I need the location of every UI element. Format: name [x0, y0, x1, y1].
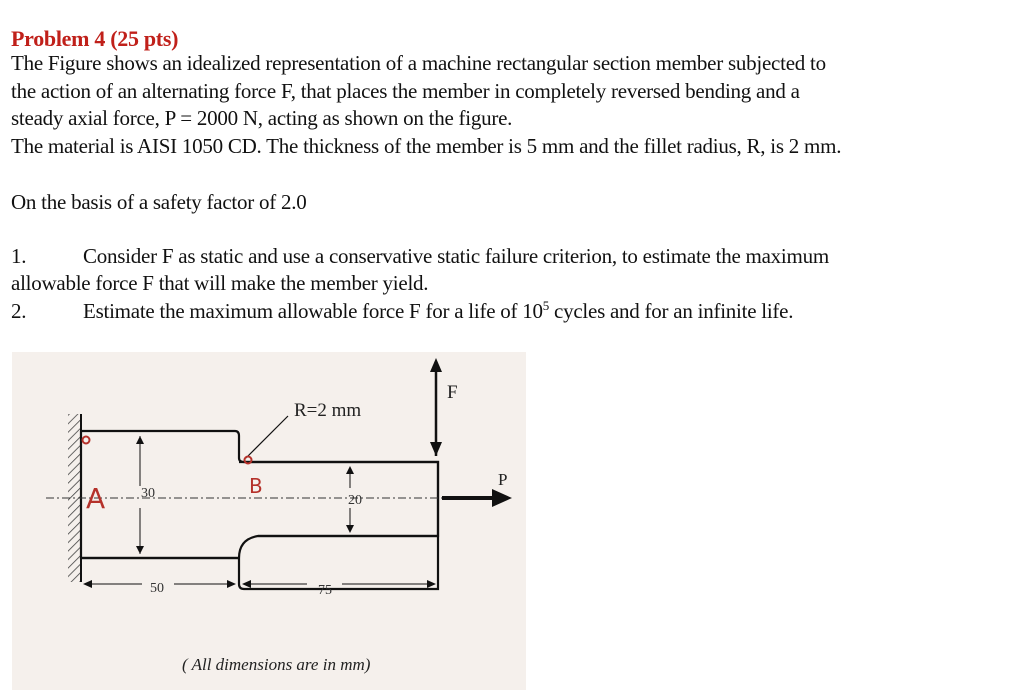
question-1-text: Consider F as static and use a conservative static failure criterion, to estimate the maximum	[83, 244, 829, 268]
force-F-arrow-up	[430, 358, 442, 372]
figure-caption: ( All dimensions are in mm)	[182, 655, 371, 674]
right-section	[239, 462, 438, 536]
fillet-leader	[246, 416, 288, 458]
question-2	[11, 298, 793, 326]
force-P-label: P	[498, 470, 508, 489]
problem-description	[11, 50, 1016, 160]
description-line: the action of an alternating force F, that places the member in completely reversed bending and a	[11, 78, 800, 103]
member-outline-upper	[81, 431, 438, 589]
dim-height-left: 30	[141, 486, 155, 501]
question-2-text-end: cycles and for an infinite life.	[549, 299, 794, 323]
dim-height-right: 20	[348, 493, 362, 508]
safety-factor-statement: On the basis of a safety factor of 2.0	[11, 190, 307, 214]
force-F-label: F	[447, 382, 458, 403]
force-F-arrow-down	[430, 442, 442, 456]
description-line: steady axial force, P = 2000 N, acting as shown on the figure.	[11, 106, 513, 130]
point-A-label: A	[86, 482, 106, 515]
question-2-exponent: 5	[542, 298, 550, 313]
member-diagram	[12, 352, 526, 690]
question-1	[11, 243, 829, 271]
description-line: The material is AISI 1050 CD. The thickness of the member is 5 mm and the fillet radius, R, is 2 mm.	[11, 133, 842, 158]
question-2-number: 2.	[11, 299, 27, 323]
member-figure	[12, 352, 526, 690]
force-P-arrowhead	[492, 489, 512, 507]
problem-title: Problem 4 (25 pts)	[11, 26, 179, 51]
fillet-radius-label: R=2 mm	[294, 400, 362, 421]
dim-length-left: 50	[150, 581, 164, 596]
question-1-number: 1.	[11, 244, 27, 268]
point-A-marker	[83, 437, 90, 444]
description-line: The Figure shows an idealized representation of a machine rectangular section member subjected to	[11, 51, 826, 75]
point-B-label: B	[249, 474, 263, 498]
question-1-continued: allowable force F that will make the member yield.	[11, 271, 429, 295]
dim-length-right: 75	[318, 583, 332, 598]
question-2-text: Estimate the maximum allowable force F for a life of 10	[83, 299, 543, 323]
